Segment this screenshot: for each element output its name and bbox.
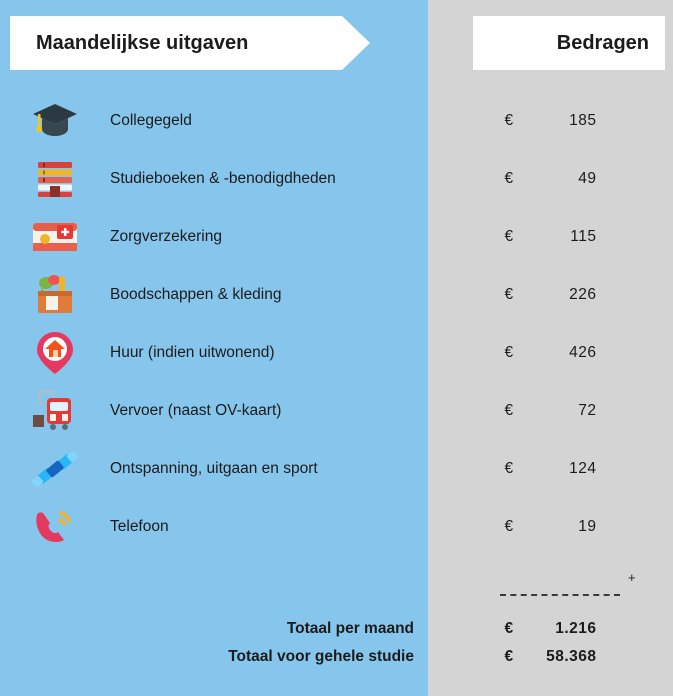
graduation-cap-icon [0,92,110,150]
amount-cell [428,324,673,382]
row-label: Studieboeken & -benodigdheden [110,170,336,187]
table-row [0,324,428,382]
telephone-icon [0,498,110,556]
amount-cell [428,266,673,324]
amounts-title: Bedragen [556,32,649,54]
table-row [0,440,428,498]
table-row [0,382,428,440]
amount-cell [428,440,673,498]
amount-value: 19 [578,518,597,535]
right-panel [428,0,673,696]
table-row [0,266,428,324]
amount-value: 72 [578,402,597,419]
row-label: Collegegeld [110,112,192,129]
amount-cell [428,150,673,208]
row-label: Huur (indien uitwonend) [110,344,275,361]
plus-sign: + [628,570,636,585]
amount-cell [428,208,673,266]
amount-value: 226 [569,286,597,303]
right-header-banner [473,16,665,70]
currency-symbol: € [504,460,514,477]
currency-symbol: € [504,648,514,665]
house-location-pin-icon [0,324,110,382]
amount-value: 115 [570,228,597,245]
tram-icon [0,382,110,440]
amount-cell [428,382,673,440]
amount-value: 185 [569,112,597,129]
sum-divider [500,594,620,596]
currency-symbol: € [504,518,514,535]
amount-value: 58.368 [546,648,597,665]
groceries-basket-icon [0,266,110,324]
row-label: Zorgverzekering [110,228,222,245]
currency-symbol: € [504,170,514,187]
total-label-study: Totaal voor gehele studie [228,648,414,665]
total-label-month: Totaal per maand [286,620,414,637]
row-label: Boodschappen & kleding [110,286,282,303]
amount-cell [428,498,673,556]
left-banner-arrow [342,16,370,70]
expense-rows [0,92,428,556]
table-row [0,92,428,150]
currency-symbol: € [504,620,514,637]
currency-symbol: € [504,228,514,245]
amount-value: 49 [578,170,597,187]
row-label: Vervoer (naast OV-kaart) [110,402,282,419]
sports-equipment-icon [0,440,110,498]
amount-rows [428,92,673,556]
table-row [0,498,428,556]
table-row [0,208,428,266]
total-amount-month [428,615,673,643]
totals-labels [0,615,428,671]
table-row [0,150,428,208]
currency-symbol: € [504,112,514,129]
row-label: Ontspanning, uitgaan en sport [110,460,318,477]
currency-symbol: € [504,402,514,419]
total-amount-study [428,643,673,671]
page-title: Maandelijkse uitgaven [36,32,249,54]
amount-value: 124 [569,460,597,477]
currency-symbol: € [504,286,514,303]
health-insurance-icon [0,208,110,266]
currency-symbol: € [504,344,514,361]
books-icon [0,150,110,208]
left-header-banner [10,16,370,70]
amount-value: 426 [569,344,597,361]
amount-cell [428,92,673,150]
amount-value: 1.216 [555,620,597,637]
total-amounts [428,615,673,671]
row-label: Telefoon [110,518,169,535]
